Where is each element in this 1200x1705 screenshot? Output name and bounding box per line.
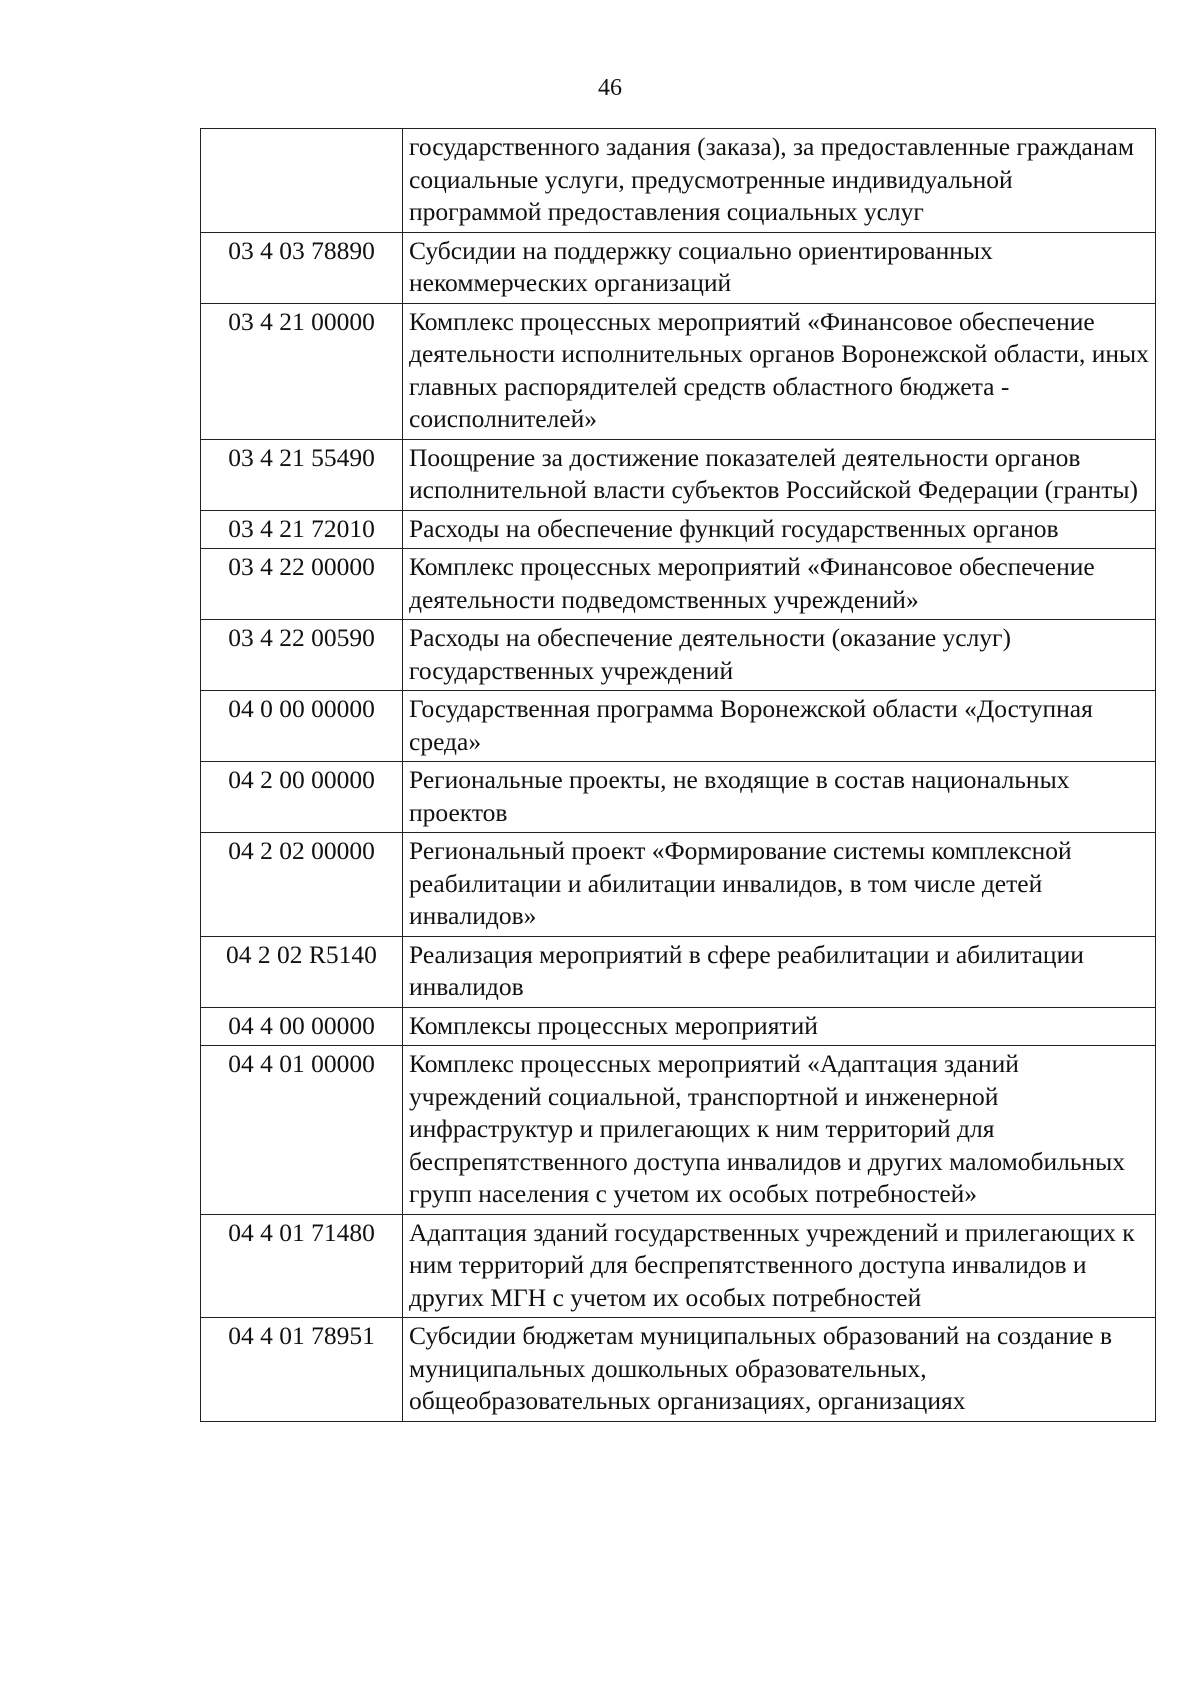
- name-cell: Адаптация зданий государственных учреждений и прилегающих к ним территорий для беспрепятственного доступа инвалидов и других МГН с учетом их особых потребностей: [403, 1214, 1156, 1318]
- table-row: [201, 1214, 1156, 1318]
- table-row: [201, 129, 1156, 233]
- code-cell: 04 4 01 71480: [201, 1214, 403, 1318]
- code-cell: 04 2 02 00000: [201, 833, 403, 937]
- name-cell: Расходы на обеспечение деятельности (оказание услуг) государственных учреждений: [403, 620, 1156, 691]
- code-cell: 03 4 03 78890: [201, 232, 403, 303]
- name-cell: Реализация мероприятий в сфере реабилитации и абилитации инвалидов: [403, 936, 1156, 1007]
- name-cell: Расходы на обеспечение функций государственных органов: [403, 510, 1156, 549]
- table-row: [201, 936, 1156, 1007]
- table-row: [201, 1318, 1156, 1422]
- code-cell: 04 4 01 78951: [201, 1318, 403, 1422]
- table-row: [201, 620, 1156, 691]
- name-cell: Региональный проект «Формирование системы комплексной реабилитации и абилитации инвалидов, в том числе детей инвалидов»: [403, 833, 1156, 937]
- name-cell: Комплекс процессных мероприятий «Адаптация зданий учреждений социальной, транспортной и инженерной инфраструктур и прилегающих к ним территорий для беспрепятственного доступа инвалидов и других маломобильных групп населения с учетом их особых потребностей»: [403, 1046, 1156, 1215]
- table-row: [201, 232, 1156, 303]
- code-cell: 04 2 00 00000: [201, 762, 403, 833]
- code-cell: 03 4 21 55490: [201, 439, 403, 510]
- name-cell: Комплекс процессных мероприятий «Финансовое обеспечение деятельности исполнительных органов Воронежской области, иных главных распорядителей средств областного бюджета - соисполнителей»: [403, 303, 1156, 439]
- code-cell: 04 4 00 00000: [201, 1007, 403, 1046]
- table-row: [201, 439, 1156, 510]
- name-cell: Государственная программа Воронежской области «Доступная среда»: [403, 691, 1156, 762]
- table-row: [201, 549, 1156, 620]
- code-cell: 04 4 01 00000: [201, 1046, 403, 1215]
- code-cell: 03 4 22 00000: [201, 549, 403, 620]
- code-cell: 03 4 21 00000: [201, 303, 403, 439]
- code-cell: [201, 129, 403, 233]
- name-cell: Субсидии на поддержку социально ориентированных некоммерческих организаций: [403, 232, 1156, 303]
- code-cell: 04 0 00 00000: [201, 691, 403, 762]
- table-row: [201, 510, 1156, 549]
- name-cell: Комплексы процессных мероприятий: [403, 1007, 1156, 1046]
- table-row: [201, 691, 1156, 762]
- name-cell: Поощрение за достижение показателей деятельности органов исполнительной власти субъектов Российской Федерации (гранты): [403, 439, 1156, 510]
- page-number: 46: [598, 75, 622, 101]
- name-cell: государственного задания (заказа), за предоставленные гражданам социальные услуги, предусмотренные индивидуальной программой предоставления социальных услуг: [403, 129, 1156, 233]
- code-cell: 04 2 02 R5140: [201, 936, 403, 1007]
- code-cell: 03 4 21 72010: [201, 510, 403, 549]
- name-cell: Комплекс процессных мероприятий «Финансовое обеспечение деятельности подведомственных учреждений»: [403, 549, 1156, 620]
- table-row: [201, 1046, 1156, 1215]
- code-cell: 03 4 22 00590: [201, 620, 403, 691]
- name-cell: Региональные проекты, не входящие в состав национальных проектов: [403, 762, 1156, 833]
- table-row: [201, 303, 1156, 439]
- table-row: [201, 762, 1156, 833]
- budget-code-table: [200, 128, 1156, 1422]
- table-row: [201, 1007, 1156, 1046]
- table-row: [201, 833, 1156, 937]
- name-cell: Субсидии бюджетам муниципальных образований на создание в муниципальных дошкольных образовательных, общеобразовательных организациях, организациях: [403, 1318, 1156, 1422]
